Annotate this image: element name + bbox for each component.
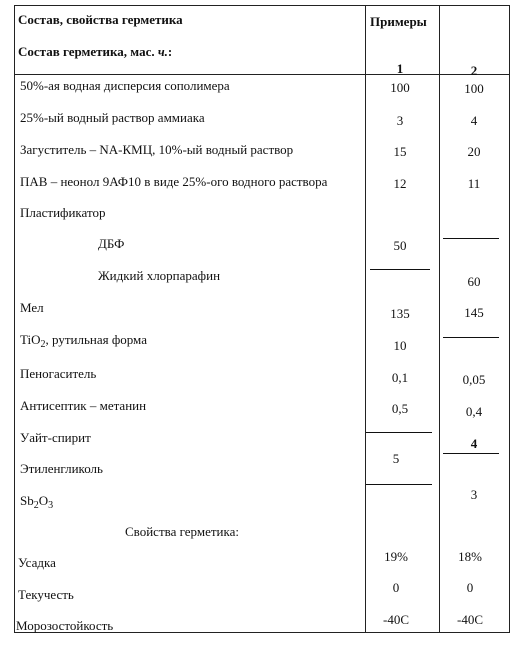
property-value-1: 19%	[384, 549, 408, 564]
composition-subtitle-unit: ч.	[157, 44, 168, 59]
row-value-2: 0,4	[465, 404, 483, 419]
row-value-2: 3	[470, 487, 478, 502]
empty-cell-dash	[366, 484, 432, 485]
property-value-1: -40С	[383, 612, 409, 627]
row-name-tail: , рутильная форма	[45, 332, 147, 347]
table-title: Состав, свойства герметика	[18, 12, 183, 27]
row-name: 25%-ый водный раствор аммиака	[20, 110, 205, 125]
properties-title: Свойства герметика:	[125, 524, 239, 539]
row-value-2: 4	[470, 436, 478, 451]
row-name: 50%-ая водная дисперсия сополимера	[20, 78, 230, 93]
row-value-1: 0,5	[391, 401, 409, 416]
property-name: Текучесть	[18, 587, 74, 602]
property-value-2: 18%	[458, 549, 482, 564]
row-value-1: 0,1	[391, 370, 409, 385]
row-name: Пластификатор	[20, 205, 106, 220]
property-name: Морозостойкость	[16, 618, 114, 633]
composition-subtitle-tail: :	[167, 44, 173, 59]
empty-cell-dash	[370, 269, 430, 270]
formula-subscript: 2	[33, 500, 39, 511]
row-name: Жидкий хлорпарафин	[98, 268, 221, 283]
formula-subscript: 2	[40, 339, 46, 350]
formula-subscript: 3	[48, 500, 54, 511]
row-name	[20, 332, 147, 350]
row-name: Антисептик – метанин	[20, 398, 147, 413]
composition-subtitle	[18, 44, 172, 59]
row-value-1: 50	[393, 238, 407, 253]
row-value-1: 100	[390, 80, 410, 95]
row-name: Пеногаситель	[20, 366, 97, 381]
row-value-1: 5	[392, 451, 400, 466]
empty-cell-dash	[366, 432, 432, 433]
property-value-2: 0	[466, 580, 474, 595]
property-name: Усадка	[18, 555, 56, 570]
empty-cell-dash	[443, 453, 499, 454]
row-value-1: 3	[396, 113, 404, 128]
header-divider	[14, 74, 510, 75]
row-value-1: 12	[393, 176, 407, 191]
empty-cell-dash	[443, 238, 499, 239]
property-value-2: -40С	[457, 612, 483, 627]
row-value-1: 135	[390, 306, 410, 321]
property-value-1: 0	[392, 580, 400, 595]
column-divider-names	[365, 5, 366, 633]
column-divider-examples	[439, 5, 440, 633]
formula-tio: TiO	[20, 332, 41, 347]
row-name: Уайт-спирит	[20, 430, 91, 445]
row-value-1: 15	[393, 144, 407, 159]
column-header-2: 2	[470, 63, 478, 78]
row-name: Этиленгликоль	[20, 461, 103, 476]
row-value-2: 0,05	[462, 372, 486, 387]
row-value-1: 10	[393, 338, 407, 353]
empty-cell-dash	[443, 337, 499, 338]
row-value-2: 100	[464, 81, 484, 96]
composition-subtitle-text: Состав герметика, мас.	[18, 44, 155, 59]
row-name: Мел	[20, 300, 44, 315]
formula-sb: Sb	[20, 493, 34, 508]
column-header-1: 1	[396, 61, 404, 76]
row-name: ПАВ – неонол 9АФ10 в виде 25%-ого водного раствора	[20, 174, 328, 189]
row-name: Загуститель – NA-КМЦ, 10%-ый водный раствор	[20, 142, 294, 157]
formula-o: O	[38, 493, 49, 508]
examples-header: Примеры	[370, 14, 427, 29]
row-name	[20, 493, 54, 511]
row-value-2: 4	[470, 113, 478, 128]
row-value-2: 11	[467, 176, 481, 191]
row-value-2: 60	[467, 274, 481, 289]
table-frame	[14, 5, 510, 633]
row-value-2: 145	[464, 305, 484, 320]
row-name: ДБФ	[98, 236, 125, 251]
row-value-2: 20	[467, 144, 481, 159]
